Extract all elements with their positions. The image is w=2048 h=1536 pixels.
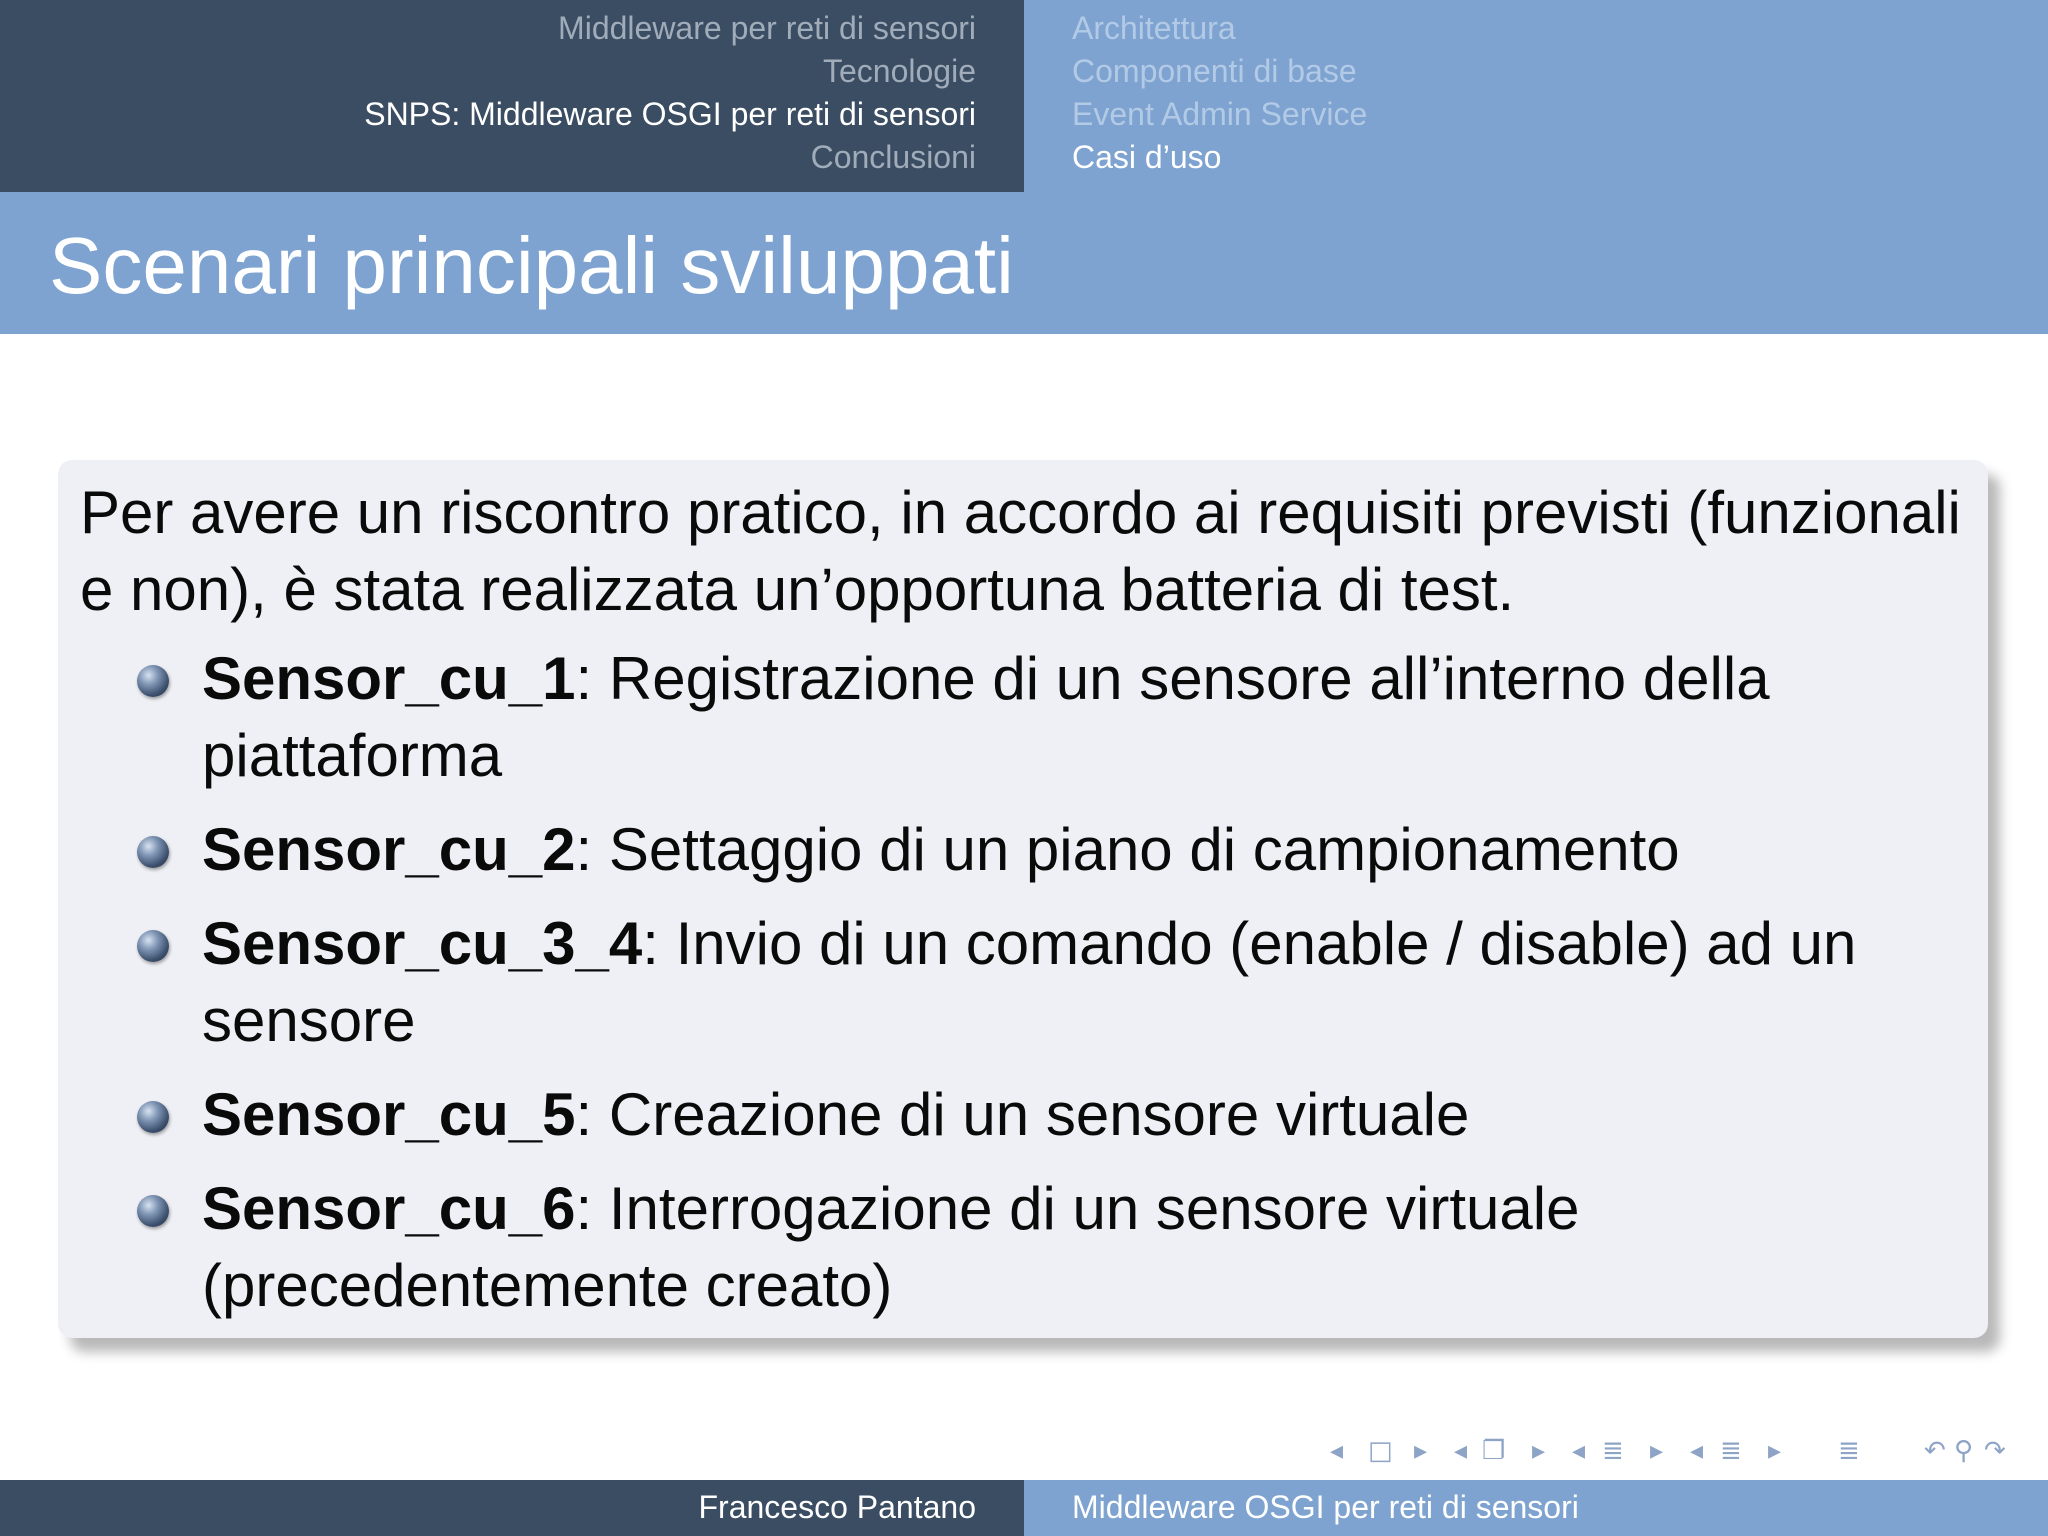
item-text: : Settaggio di un piano di campionamento xyxy=(575,816,1680,883)
prev-frame-icon[interactable]: ◂ xyxy=(1330,1436,1344,1466)
header-navigation xyxy=(0,0,2048,192)
bullet-icon xyxy=(137,1101,169,1133)
item-id: Sensor_cu_2 xyxy=(202,816,576,883)
prev-document-icon[interactable]: ◂ xyxy=(1690,1436,1704,1466)
nav-section-snps[interactable]: SNPS: Middleware OSGI per reti di sensori xyxy=(364,96,976,132)
nav-subsection-componenti[interactable]: Componenti di base xyxy=(1072,53,1357,89)
list-item xyxy=(80,811,1970,888)
next-document-icon[interactable]: ▸ xyxy=(1768,1436,1782,1466)
slide-title: Scenari principali sviluppati xyxy=(49,221,1014,310)
subsection-icon[interactable]: ❐ xyxy=(1482,1436,1506,1466)
toc-icon[interactable]: ≣ xyxy=(1838,1436,1860,1466)
nav-subsection-architettura[interactable]: Architettura xyxy=(1072,10,1236,46)
item-id: Sensor_cu_5 xyxy=(202,1081,576,1148)
title-bar xyxy=(0,192,2048,334)
document-icon[interactable]: ≣ xyxy=(1720,1436,1742,1466)
frame-icon[interactable]: □ xyxy=(1368,1436,1393,1466)
navigation-symbols xyxy=(1330,1433,2030,1469)
footer-title-box xyxy=(1024,1480,2048,1536)
next-section-icon[interactable]: ▸ xyxy=(1650,1436,1664,1466)
prev-subsection-icon[interactable]: ◂ xyxy=(1454,1436,1468,1466)
item-text: : Interrogazione di un sensore virtuale (precedentemente creato) xyxy=(202,1175,1580,1319)
list-item xyxy=(80,1076,1970,1153)
nav-subsection-casi-uso[interactable]: Casi d’uso xyxy=(1072,139,1222,175)
test-case-list xyxy=(80,640,1970,1341)
item-text: : Invio di un comando (enable / disable) ad un sensore xyxy=(202,910,1857,1054)
item-text: : Creazione di un sensore virtuale xyxy=(575,1081,1470,1148)
search-icon[interactable]: ⚲ xyxy=(1954,1436,1974,1466)
footer-author-box xyxy=(0,1480,1024,1536)
list-item xyxy=(80,640,1970,794)
list-item xyxy=(80,905,1970,1059)
bullet-icon xyxy=(137,930,169,962)
prev-section-icon[interactable]: ◂ xyxy=(1572,1436,1586,1466)
intro-text: Per avere un riscontro pratico, in accordo ai requisiti previsti (funzionali e non), è stata realizzata un’opportuna batteria di test. xyxy=(80,479,1961,623)
footer xyxy=(0,1480,2048,1536)
item-text: : Registrazione di un sensore all’interno della piattaforma xyxy=(202,645,1770,789)
next-subsection-icon[interactable]: ▸ xyxy=(1532,1436,1546,1466)
nav-section-conclusioni[interactable]: Conclusioni xyxy=(810,139,976,175)
nav-section-middleware[interactable]: Middleware per reti di sensori xyxy=(558,10,976,46)
footer-author: Francesco Pantano xyxy=(698,1489,976,1525)
nav-subsection-event-admin[interactable]: Event Admin Service xyxy=(1072,96,1368,132)
subsection-navigation xyxy=(1024,0,2048,192)
item-id: Sensor_cu_6 xyxy=(202,1175,576,1242)
redo-icon[interactable]: ↷ xyxy=(1984,1436,2006,1466)
undo-icon[interactable]: ↶ xyxy=(1924,1436,1946,1466)
list-item xyxy=(80,1170,1970,1324)
bullet-icon xyxy=(137,1195,169,1227)
item-id: Sensor_cu_1 xyxy=(202,645,576,712)
nav-section-tecnologie[interactable]: Tecnologie xyxy=(823,53,976,89)
section-navigation xyxy=(0,0,1024,192)
bullet-icon xyxy=(137,836,169,868)
section-icon[interactable]: ≣ xyxy=(1602,1436,1624,1466)
item-id: Sensor_cu_3_4 xyxy=(202,910,643,977)
footer-title: Middleware OSGI per reti di sensori xyxy=(1072,1489,1579,1525)
bullet-icon xyxy=(137,665,169,697)
next-frame-icon[interactable]: ▸ xyxy=(1414,1436,1428,1466)
content-block xyxy=(58,460,1988,1338)
